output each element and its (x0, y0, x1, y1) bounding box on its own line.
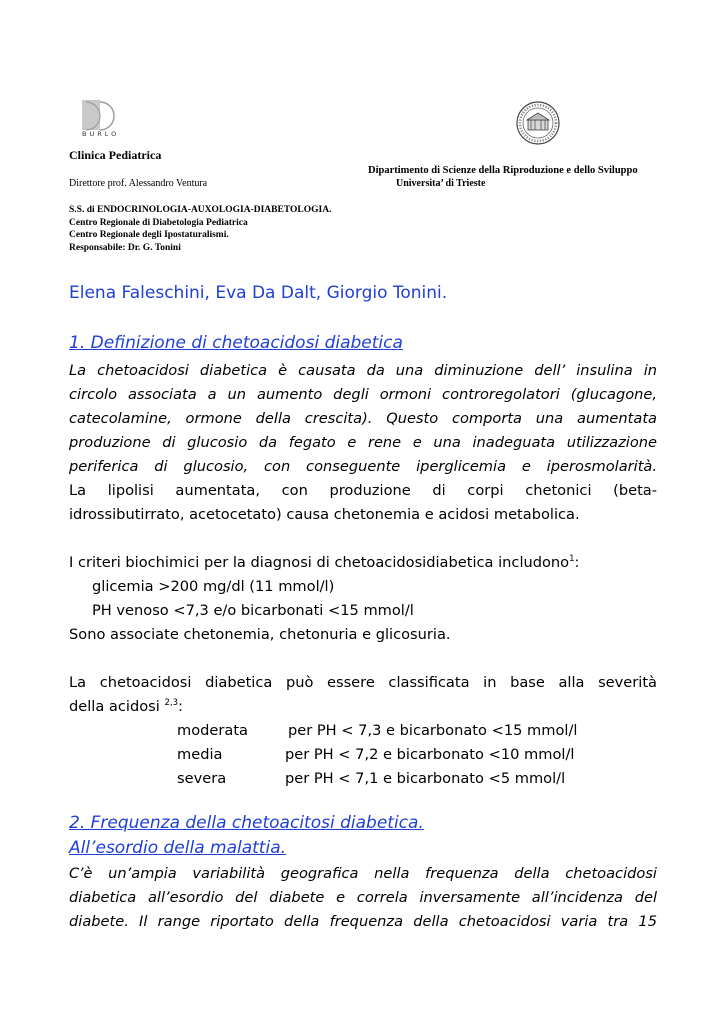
paragraph-line: periferica di glucosio, con conseguente iperglicemia e iperosmolarità. (69, 458, 657, 475)
paragraph-line (69, 695, 657, 719)
unit-info-line: Responsabile: Dr. G. Tonini (69, 242, 181, 253)
frequency-paragraph (69, 862, 657, 934)
criteria-intro (69, 551, 657, 575)
criteria-colon: : (574, 554, 580, 571)
lipolysis-paragraph (69, 479, 657, 527)
paragraph-line: La chetoacidosi diabetica può essere classificata in base alla severità (69, 674, 657, 691)
definition-paragraph (69, 359, 657, 479)
paragraph-line: idrossibutirrato, acetocetato) causa chetonemia e acidosi metabolica. (69, 506, 580, 523)
severity-label-moderata: moderata (177, 722, 248, 739)
reference-mark: 1 (569, 554, 575, 564)
paragraph-line: produzione di glucosio da fegato e rene e una inadeguata utilizzazione (69, 434, 657, 451)
unit-info-block (69, 204, 331, 254)
director-line: Direttore prof. Alessandro Ventura (69, 178, 208, 189)
severity-criterion-severa: per PH < 7,1 e bicarbonato <5 mmol/l (285, 770, 566, 787)
section-1-heading: 1. Definizione di chetoacidosi diabetica (69, 333, 403, 353)
classification-paragraph (69, 671, 657, 719)
burlo-logo-text: BURLO (82, 130, 120, 138)
severity-criterion-media: per PH < 7,2 e bicarbonato <10 mmol/l (285, 746, 575, 763)
section-2-heading: 2. Frequenza della chetoacitosi diabetica. (69, 813, 424, 833)
paragraph-line: diabetica all’esordio del diabete e correla inversamente all’incidenza del (69, 889, 657, 906)
severity-label-media: media (177, 746, 223, 763)
unit-info-line: Centro Regionale di Diabetologia Pediatrica (69, 217, 248, 228)
university-name: Universita’ di Trieste (396, 178, 486, 189)
burlo-logo (80, 98, 122, 140)
unit-info-line: S.S. di ENDOCRINOLOGIA-AUXOLOGIA-DIABETOLOGIA. (69, 205, 332, 215)
associated-findings: Sono associate chetonemia, chetonuria e glicosuria. (69, 626, 451, 643)
classification-text: della acidosi (69, 698, 165, 715)
paragraph-line: La chetoacidosi diabetica è causata da una diminuzione dell’ insulina in (69, 362, 657, 379)
department-name: Dipartimento di Scienze della Riproduzione e dello Sviluppo (368, 165, 638, 176)
severity-criterion-moderata: per PH < 7,3 e bicarbonato <15 mmol/l (288, 722, 578, 739)
criteria-intro-text: I criteri biochimici per la diagnosi di chetoacidosidiabetica includono (69, 554, 570, 571)
paragraph-line: La lipolisi aumentata, con produzione di corpi chetonici (beta- (69, 482, 657, 499)
reference-mark: 2,3 (164, 698, 178, 708)
criterion-glicemia: glicemia >200 mg/dl (11 mmol/l) (92, 578, 335, 595)
paragraph-line: catecolamine, ormone della crescita). Questo comporta una aumentata (69, 410, 657, 427)
criterion-ph: PH venoso <7,3 e/o bicarbonati <15 mmol/l (92, 602, 414, 619)
university-seal-icon (515, 100, 561, 146)
unit-info-line: Centro Regionale degli Ipostaturalismi. (69, 230, 229, 240)
paragraph-line: C’è un’ampia variabilità geografica nella frequenza della chetoacidosi (69, 865, 657, 882)
paragraph-line: circolo associata a un aumento degli ormoni controregolatori (glucagone, (69, 386, 657, 403)
authors-line: Elena Faleschini, Eva Da Dalt, Giorgio Tonini. (69, 283, 448, 303)
university-seal (515, 100, 561, 146)
paragraph-line: diabete. Il range riportato della frequenza della chetoacidosi varia tra 15 (69, 913, 657, 930)
clinic-name: Clinica Pediatrica (69, 148, 162, 162)
section-2-subheading: All’esordio della malattia. (69, 838, 287, 858)
severity-label-severa: severa (177, 770, 227, 787)
classification-colon: : (177, 698, 183, 715)
